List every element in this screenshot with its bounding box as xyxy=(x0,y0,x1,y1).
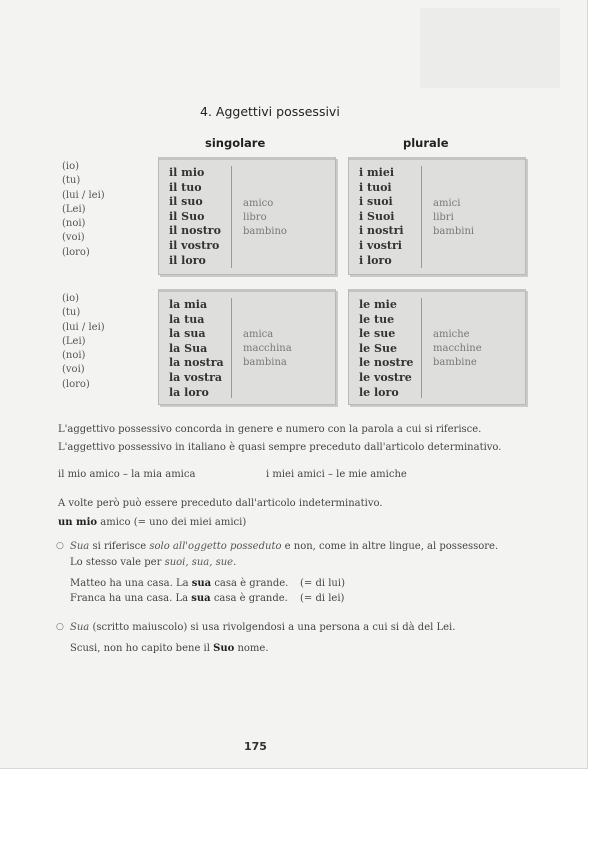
possessive-list xyxy=(169,166,221,268)
pronoun: (lui / lei) xyxy=(62,321,105,333)
possessive: la tua xyxy=(169,312,205,326)
example-scusi xyxy=(70,643,269,654)
pronoun: (io) xyxy=(62,161,80,172)
possessive: i Suoi xyxy=(359,209,395,223)
pronoun: (lui / lei) xyxy=(62,189,105,201)
possessive: il vostro xyxy=(169,238,220,252)
possessive: le Sue xyxy=(359,341,397,355)
possessive: i nostri xyxy=(359,224,404,238)
pronoun: (Lei) xyxy=(62,203,86,215)
possessive: la sua xyxy=(169,327,206,341)
table-masculine-singular xyxy=(158,157,336,275)
possessive: il mio xyxy=(169,166,205,179)
example-plural: i miei amici – le mie amiche xyxy=(266,469,407,480)
possessive: la vostra xyxy=(169,370,223,384)
pronoun: (tu) xyxy=(62,307,81,319)
divider-line xyxy=(421,166,422,268)
possessive: la Sua xyxy=(169,341,208,355)
paragraph-indeterminative: A volte però può essere preceduto dall'articolo indeterminativo. xyxy=(58,498,383,509)
possessive: il loro xyxy=(169,253,206,267)
possessive: le loro xyxy=(359,385,399,399)
example-text: Franca ha una casa. La xyxy=(70,593,192,604)
paragraph-determinative: L'aggettivo possessivo in italiano è quasi sempre preceduto dall'articolo determinativo. xyxy=(58,442,502,453)
page-number: 175 xyxy=(244,740,267,753)
pronoun: (io) xyxy=(62,293,80,304)
bullet-icon: ○ xyxy=(56,541,64,551)
noun: amiche xyxy=(433,329,470,340)
note-text: si riferisce xyxy=(89,541,150,552)
possessive: la loro xyxy=(169,385,209,399)
note-same-rule xyxy=(70,557,236,568)
note-text: Lo stesso vale per xyxy=(70,557,165,568)
table-feminine-singular xyxy=(158,289,336,405)
noun-list xyxy=(433,328,482,371)
divider-line xyxy=(421,298,422,398)
possessive: il suo xyxy=(169,195,203,209)
pronoun: (loro) xyxy=(62,378,90,390)
pronoun: (noi) xyxy=(62,350,86,362)
noun: amici xyxy=(433,198,461,209)
example-franca xyxy=(70,593,288,604)
pronoun: (voi) xyxy=(62,364,85,376)
possessive: i vostri xyxy=(359,238,402,252)
example-text: nome. xyxy=(234,643,269,654)
possessive: i miei xyxy=(359,166,395,179)
noun: bambino xyxy=(243,226,287,238)
possessive: i loro xyxy=(359,253,392,267)
pronoun-list-masculine xyxy=(62,160,105,260)
possessive: le mie xyxy=(359,298,397,311)
bold-word: sua xyxy=(191,593,211,604)
possessive-list xyxy=(359,298,413,400)
note-text: e non, come in altre lingue, al possessore. xyxy=(281,541,499,552)
example-text: casa è grande. xyxy=(210,593,288,604)
example-rest: amico (= uno dei miei amici) xyxy=(97,517,247,528)
possessive-list xyxy=(169,298,224,400)
italic-word: Sua xyxy=(70,622,90,633)
noun: libri xyxy=(433,212,454,224)
noun: bambini xyxy=(433,226,475,238)
possessive: le nostre xyxy=(359,356,414,370)
possessive: le vostre xyxy=(359,370,412,384)
possessive: il Suo xyxy=(169,209,205,223)
example-note-lei: (= di lei) xyxy=(300,593,345,604)
example-text: casa è grande. xyxy=(211,578,289,589)
noun: bambina xyxy=(243,357,287,369)
possessive: la nostra xyxy=(169,356,224,370)
bleed-through-block xyxy=(420,8,560,88)
example-indeterminative xyxy=(58,517,246,528)
possessive-list xyxy=(359,166,404,268)
possessive: le sue xyxy=(359,327,396,341)
example-note-lui: (= di lui) xyxy=(300,578,345,589)
noun-list xyxy=(433,197,474,240)
italic-phrase: suoi, sua, sue xyxy=(164,557,234,568)
pronoun: (tu) xyxy=(62,175,81,187)
possessive: la mia xyxy=(169,298,208,311)
note-sua-formal xyxy=(70,622,455,633)
possessive: il tuo xyxy=(169,180,202,194)
example-text: Scusi, non ho capito bene il xyxy=(70,643,214,654)
noun: macchine xyxy=(433,343,482,355)
bold-word: sua xyxy=(191,578,212,589)
column-header-plural: plurale xyxy=(403,136,449,150)
noun-list xyxy=(243,328,292,371)
divider-line xyxy=(231,298,232,398)
pronoun-list-feminine xyxy=(62,292,105,392)
possessive: le tue xyxy=(359,312,395,326)
bold-phrase: un mio xyxy=(58,517,98,528)
divider-line xyxy=(231,166,232,268)
noun: bambine xyxy=(433,357,477,369)
bold-word: Suo xyxy=(213,643,235,654)
pronoun: (noi) xyxy=(62,218,86,230)
note-sua-object xyxy=(70,541,498,552)
noun-list xyxy=(243,197,287,240)
pronoun: (Lei) xyxy=(62,335,86,347)
italic-word: Sua xyxy=(70,541,90,552)
example-matteo xyxy=(70,578,288,589)
note-text: . xyxy=(233,557,237,568)
example-singular: il mio amico – la mia amica xyxy=(58,469,196,480)
possessive: il nostro xyxy=(169,224,221,238)
pronoun: (voi) xyxy=(62,232,85,244)
column-header-singular: singolare xyxy=(205,136,266,150)
noun: libro xyxy=(243,212,267,224)
possessive: i suoi xyxy=(359,195,393,209)
possessive: i tuoi xyxy=(359,180,392,194)
noun: amico xyxy=(243,198,274,209)
table-feminine-plural xyxy=(348,289,526,405)
paragraph-agreement: L'aggettivo possessivo concorda in genere e numero con la parola a cui si riferisce. xyxy=(58,424,482,435)
table-masculine-plural xyxy=(348,157,526,275)
section-title: 4. Aggettivi possessivi xyxy=(200,104,340,119)
example-text: Matteo ha una casa. La xyxy=(70,578,192,589)
note-text: (scritto maiuscolo) si usa rivolgendosi a una persona a cui si dà del Lei. xyxy=(89,622,456,633)
italic-phrase: solo all'oggetto posseduto xyxy=(149,541,282,552)
noun: amica xyxy=(243,329,274,340)
bullet-icon: ○ xyxy=(56,622,64,632)
noun: macchina xyxy=(243,343,292,355)
pronoun: (loro) xyxy=(62,246,90,258)
